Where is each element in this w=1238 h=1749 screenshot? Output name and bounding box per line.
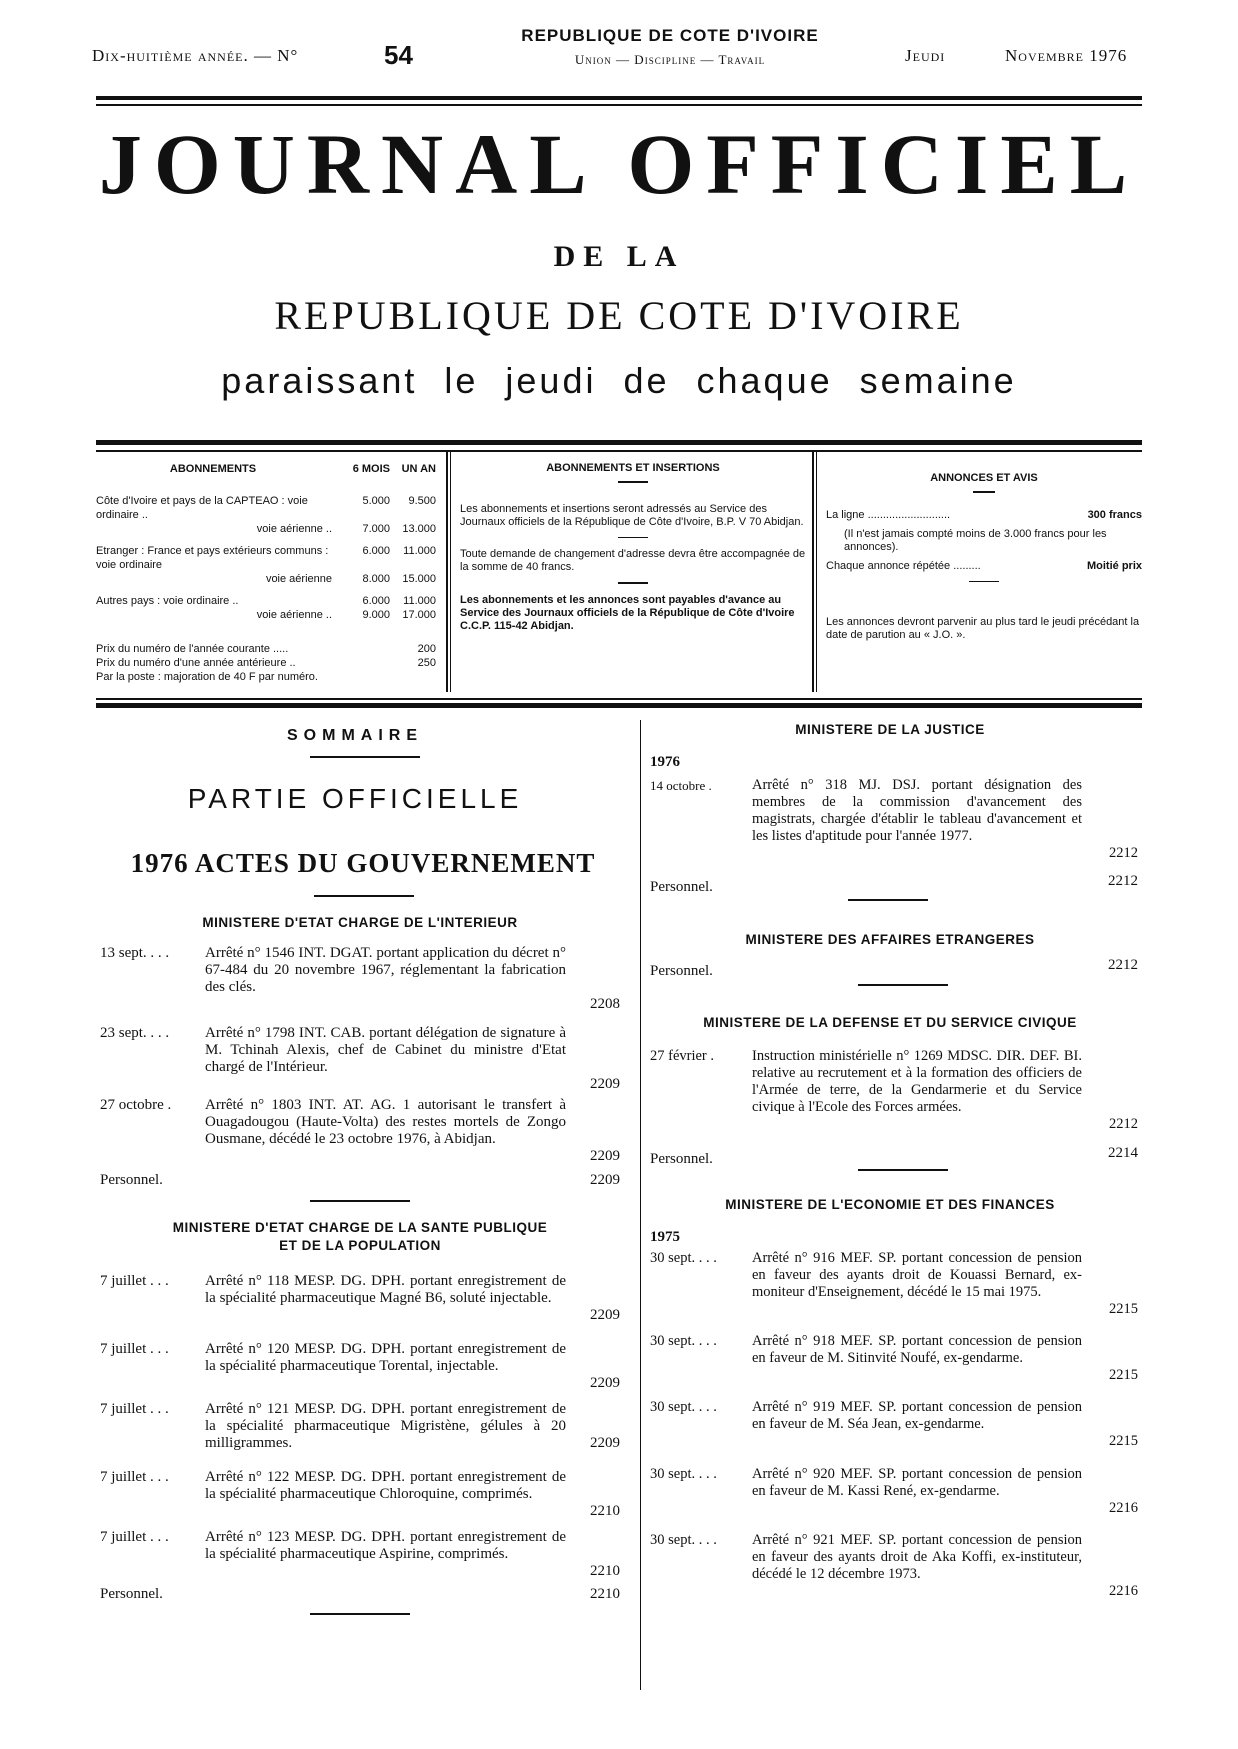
subscriptions-col2: UN AN: [401, 463, 436, 475]
section-defense: MINISTERE DE LA DEFENSE ET DU SERVICE CIVIQUE: [703, 1015, 1077, 1030]
edition-label: Dix-huitième année. — N°: [92, 46, 299, 65]
entry-page: 2210: [590, 1563, 620, 1579]
partie-officielle: PARTIE OFFICIELLE: [187, 783, 523, 814]
section-rule: [858, 984, 948, 986]
section-rule: [310, 1613, 410, 1615]
insertions-box: [460, 462, 806, 633]
info-rule-bottom-thin: [96, 698, 1142, 700]
subscription-row: voie aérienne .. 9.000 17.000: [256, 609, 436, 621]
entry-text: Arrêté n° 919 MEF. SP. portant concession de pension en faveur de M. Séa Jean, ex-gendarme.: [752, 1399, 1082, 1432]
entry-date: 27 octobre .: [100, 1097, 172, 1113]
entry-page: 2208: [590, 996, 620, 1012]
entry-page: 2212: [1109, 845, 1138, 861]
entry-date: 30 sept. . . .: [650, 1532, 717, 1548]
personnel-label: Personnel.: [100, 1586, 163, 1602]
entry-page: 2209: [590, 1435, 620, 1451]
issue-number: 54: [384, 40, 413, 70]
subscription-row: voie aérienne 8.000 15.000: [265, 573, 436, 585]
subscription-row: voie aérienne .. 7.000 13.000: [256, 523, 436, 535]
info-divider-2b: [816, 452, 817, 692]
annonces-minimum-note: (Il n'est jamais compté moins de 3.000 francs pour les annonces).: [844, 527, 1107, 553]
price-row: Prix du numéro d'une année antérieure .. 250: [96, 657, 436, 669]
entry-text: Arrêté n° 121 MESP. DG. DPH. portant enregistrement de la spécialité pharmaceutique Migristène, gélules à 20 milligrammes.: [205, 1401, 566, 1451]
annonces-box: [826, 472, 1142, 642]
actes-rule: [314, 895, 414, 897]
entry-date: 23 sept. . . .: [100, 1025, 170, 1041]
subscription-row: Etranger : France et pays extérieurs communs : voie ordinaire 6.000 11.000: [96, 545, 436, 571]
sommaire-rule: [310, 756, 420, 758]
journal-title: JOURNAL OFFICIEL: [98, 116, 1140, 212]
subscription-row: Autres pays : voie ordinaire .. 6.000 11.000: [96, 595, 436, 607]
entry-page: 2215: [1109, 1433, 1138, 1449]
entry-page: 2209: [590, 1375, 620, 1391]
header-date: Novembre 1976: [1005, 46, 1128, 65]
entry-text: Arrêté n° 920 MEF. SP. portant concession de pension en faveur de M. Kassi René, ex-gendarme.: [752, 1466, 1082, 1499]
entry-page: 2215: [1109, 1301, 1138, 1317]
section-etrangeres: MINISTERE DES AFFAIRES ETRANGERES: [745, 932, 1035, 947]
annonces-deadline: Les annonces devront parvenir au plus tard le jeudi précédant la date de parution au « J.O. ».: [826, 616, 1140, 641]
entry-page: 2212: [1108, 873, 1138, 889]
actes-heading: 1976 ACTES DU GOUVERNEMENT: [130, 848, 596, 878]
section-rule: [848, 899, 928, 901]
section-interieur: MINISTERE D'ETAT CHARGE DE L'INTERIEUR: [202, 915, 518, 930]
sommaire-heading: SOMMAIRE: [287, 727, 423, 744]
annonces-line-label: La ligne ...........................: [826, 508, 951, 521]
title-tagline: paraissant le jeudi de chaque semaine: [221, 360, 1017, 401]
insertions-address-change: Toute demande de changement d'adresse devra être accompagnée de la somme de 40 francs.: [460, 548, 806, 573]
subscriptions-col1: 6 MOIS: [352, 463, 390, 475]
subscriptions-box: [96, 462, 436, 684]
entry-date: 13 sept. . . .: [100, 945, 170, 961]
entry-page: 2214: [1108, 1145, 1138, 1161]
entry-text: Arrêté n° 123 MESP. DG. DPH. portant enregistrement de la spécialité pharmaceutique Aspirine, comprimés.: [205, 1529, 566, 1562]
insertions-heading: ABONNEMENTS ET INSERTIONS: [546, 462, 720, 474]
masthead-rule-thick: [96, 96, 1142, 100]
entry-date: 7 juillet . . .: [100, 1341, 169, 1357]
price-row: Par la poste : majoration de 40 F par numéro.: [96, 671, 318, 683]
entry-text: Arrêté n° 122 MESP. DG. DPH. portant enregistrement de la spécialité pharmaceutique Chloroquine, comprimés.: [205, 1469, 566, 1502]
entry-date: 7 juillet . . .: [100, 1529, 169, 1545]
entry-date: 7 juillet . . .: [100, 1401, 169, 1417]
info-rule-top: [96, 440, 1142, 445]
year-1975: 1975: [650, 1229, 680, 1245]
entry-page: 2216: [1109, 1583, 1138, 1599]
section-rule: [310, 1200, 410, 1202]
personnel-label: Personnel.: [650, 963, 713, 979]
section-economie: MINISTERE DE L'ECONOMIE ET DES FINANCES: [725, 1197, 1055, 1212]
entry-date: 27 février .: [650, 1048, 715, 1064]
entry-date: 7 juillet . . .: [100, 1469, 169, 1485]
header-day: Jeudi: [905, 46, 946, 65]
entry-text: Arrêté n° 118 MESP. DG. DPH. portant enregistrement de la spécialité pharmaceutique Magné B6, soluté injectable.: [205, 1273, 566, 1306]
header-republic: REPUBLIQUE DE COTE D'IVOIRE: [521, 26, 819, 45]
entry-date: 30 sept. . . .: [650, 1466, 717, 1482]
entry-text: Arrêté n° 120 MESP. DG. DPH. portant enregistrement de la spécialité pharmaceutique Torental, injectable.: [205, 1341, 566, 1374]
annonces-line-value: 300 francs: [1087, 508, 1142, 521]
entry-date: 30 sept. . . .: [650, 1250, 717, 1266]
entry-text: Arrêté n° 318 MJ. DSJ. portant désignation des membres de la commission d'avancement des magistrats, chargée d'établir le tableau d'avancement et les listes d'aptitude pour l'année 1977.: [752, 777, 1082, 844]
info-divider-1b: [450, 452, 451, 692]
info-rule-top-thin: [96, 450, 1142, 452]
subscription-row: Côte d'Ivoire et pays de la CAPTEAO : voie ordinaire .. 5.000 9.500: [96, 495, 436, 521]
entry-date: 30 sept. . . .: [650, 1333, 717, 1349]
info-rule-bottom: [96, 703, 1142, 708]
entry-page: 2212: [1108, 957, 1138, 973]
annonces-repeat-label: Chaque annonce répétée .........: [826, 559, 981, 572]
entry-date: 7 juillet . . .: [100, 1273, 169, 1289]
masthead-rule-thin: [96, 104, 1142, 106]
price-row: Prix du numéro de l'année courante ..... 200: [96, 643, 436, 655]
personnel-label: Personnel.: [650, 1151, 713, 1167]
subscriptions-heading: ABONNEMENTS: [169, 463, 257, 475]
entry-page: 2209: [590, 1076, 620, 1092]
info-divider-2: [812, 452, 814, 692]
personnel-label: Personnel.: [650, 879, 713, 895]
entry-date: 30 sept. . . .: [650, 1399, 717, 1415]
entry-text: Arrêté n° 921 MEF. SP. portant concession de pension en faveur des ayants droit de Aka Koffi, ex-instituteur, décédé le 12 décembre 1973.: [752, 1532, 1082, 1582]
entry-page: 2209: [590, 1172, 620, 1188]
entry-page: 2210: [590, 1503, 620, 1519]
entry-page: 2215: [1109, 1367, 1138, 1383]
title-de-la: DE LA: [553, 240, 685, 273]
entry-date: 14 octobre .: [650, 778, 712, 793]
entry-page: 2212: [1109, 1116, 1138, 1132]
title-republic: REPUBLIQUE DE COTE D'IVOIRE: [274, 293, 964, 338]
entry-page: 2210: [590, 1586, 620, 1602]
section-sante: MINISTERE D'ETAT CHARGE DE LA SANTE PUBLIQUE ET DE LA POPULATION: [172, 1220, 548, 1253]
entry-text: Arrêté n° 1798 INT. CAB. portant délégation de signature à M. Tchinah Alexis, chef de Cabinet du ministre d'Etat chargé de l'Intérieur.: [205, 1025, 566, 1075]
column-divider: [640, 720, 641, 1690]
insertions-payment: Les abonnements et les annonces sont payables d'avance au Service des Journaux officiels de la République de Côte d'Ivoire C.C.P. 115-42 Abidjan.: [460, 593, 795, 632]
entry-page: 2216: [1109, 1500, 1138, 1516]
info-divider-1: [446, 452, 448, 692]
entry-text: Arrêté n° 918 MEF. SP. portant concession de pension en faveur de M. Sitinvité Noufé, ex-gendarme.: [752, 1333, 1082, 1366]
entry-page: 2209: [590, 1148, 620, 1164]
entry-text: Arrêté n° 916 MEF. SP. portant concession de pension en faveur des ayants droit de Kouassi Bernard, ex-moniteur d'Enseignement, décédé le 15 mai 1975.: [752, 1250, 1082, 1300]
insertions-address: Les abonnements et insertions seront adressés au Service des Journaux officiels de la République de Côte d'Ivoire, B.P. V 70 Abidjan.: [460, 502, 804, 528]
entry-page: 2209: [590, 1307, 620, 1323]
annonces-repeat-value: Moitié prix: [1086, 559, 1142, 572]
entry-text: Arrêté n° 1803 INT. AT. AG. 1 autorisant le transfert à Ouagadougou (Haute-Volta) des restes mortels de Zongo Ousmane, décédé le 23 octobre 1976, à Abidjan.: [205, 1097, 566, 1147]
section-justice: MINISTERE DE LA JUSTICE: [795, 722, 985, 737]
section-rule: [858, 1169, 948, 1171]
entry-text: Instruction ministérielle n° 1269 MDSC. DIR. DEF. BI. relative au recrutement et à la formation des officiers de l'Armée de terre, de la Gendarmerie et du Service civique à l'Ecole des Forces armées.: [752, 1048, 1082, 1115]
personnel-label: Personnel.: [100, 1172, 163, 1188]
header-motto: Union — Discipline — Travail: [574, 52, 766, 67]
entry-text: Arrêté n° 1546 INT. DGAT. portant application du décret n° 67-484 du 20 novembre 1967, réglementant la fabrication des clés.: [205, 945, 566, 995]
annonces-heading: ANNONCES ET AVIS: [930, 472, 1038, 484]
year-1976: 1976: [650, 754, 680, 770]
